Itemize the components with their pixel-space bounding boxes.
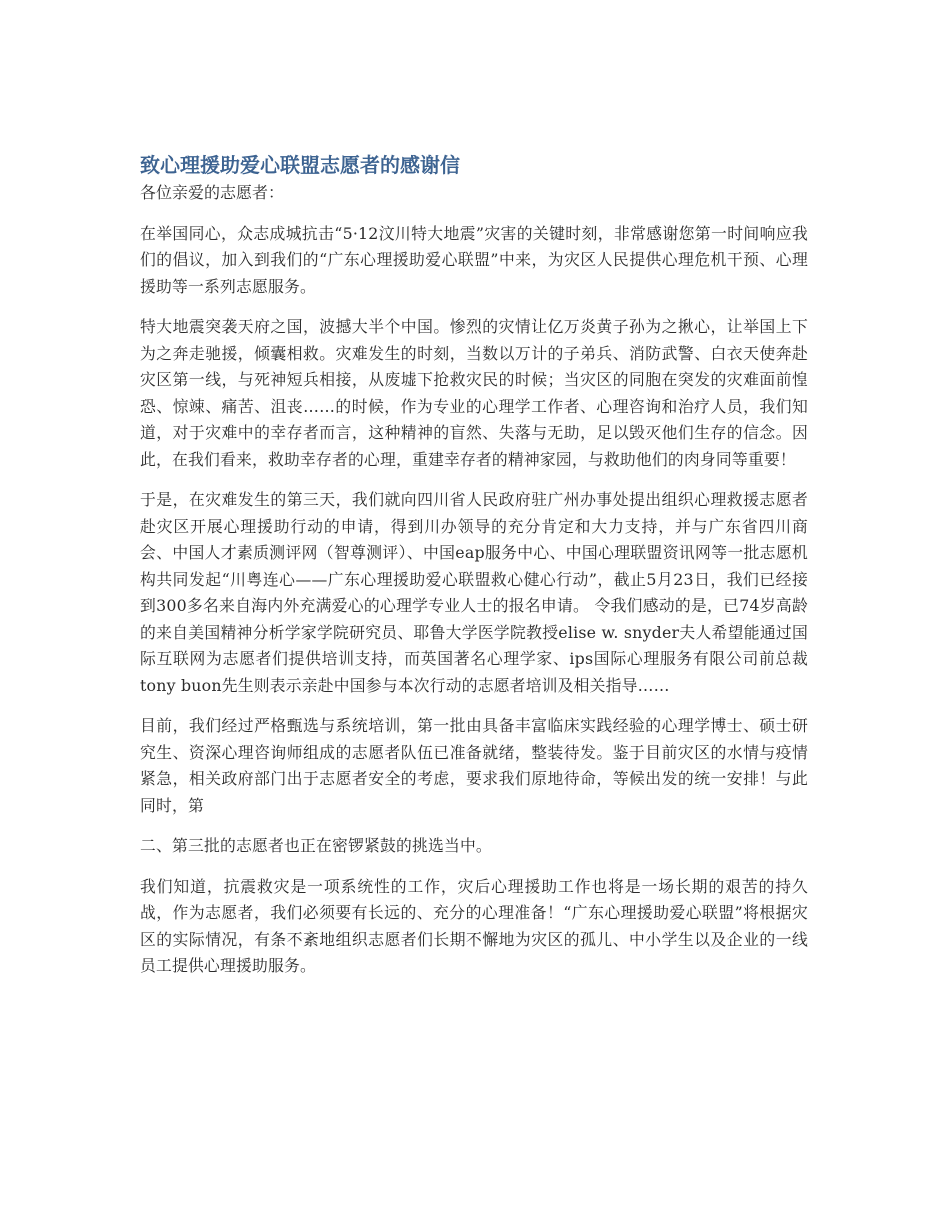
document-title: 致心理援助爱心联盟志愿者的感谢信 xyxy=(140,153,460,177)
paragraph-2: 特大地震突袭天府之国，波撼大半个中国。惨烈的灾情让亿万炎黄子孙为之揪心，让举国上下为之奔走驰援，倾囊相救。灾难发生的时刻，当数以万计的子弟兵、消防武警、白衣天使奔赴灾区第一线，与死神短兵相接，从废墟下抢救灾民的时候；当灾区的同胞在突发的灾难面前惶恐、惊竦、痛苦、沮丧……的时候，作为专业的心理学工作者、心理咨询和治疗人员，我们知道，对于灾难中的幸存者而言，这种精神的盲然、失落与无助，足以毁灭他们生存的信念。因此，在我们看来，救助幸存者的心理，重建幸存者的精神家园，与救助他们的肉身同等重要！ xyxy=(140,317,808,469)
greeting-line: 各位亲爱的志愿者： xyxy=(140,183,285,202)
letter-page xyxy=(140,150,808,994)
paragraph-6: 我们知道，抗震救灾是一项系统性的工作，灾后心理援助工作也将是一场长期的艰苦的持久战，作为志愿者，我们必须要有长远的、充分的心理准备！“广东心理援助爱心联盟”将根据灾区的实际情况，有条不紊地组织志愿者们长期不懈地为灾区的孤儿、中小学生以及企业的一线员工提供心理援助服务。 xyxy=(140,876,808,975)
paragraph-4: 目前，我们经过严格甄选与系统培训，第一批由具备丰富临床实践经验的心理学博士、硕士研究生、资深心理咨询师组成的志愿者队伍已准备就绪，整装待发。鉴于目前灾区的水情与疫情紧急，相关政府部门出于志愿者安全的考虑，要求我们原地待命，等候出发的统一安排！与此同时，第 xyxy=(140,716,808,815)
paragraph-3: 于是，在灾难发生的第三天，我们就向四川省人民政府驻广州办事处提出组织心理救援志愿者赴灾区开展心理援助行动的申请，得到川办领导的充分肯定和大力支持，并与广东省四川商会、中国人才素质测评网（智尊测评）、中国eap服务中心、中国心理联盟资讯网等一批志愿机构共同发起“川粤连心——广东心理援助爱心联盟救心健心行动”，截止5月23日，我们已经接到300多名来自海内外充满爱心的心理学专业人士的报名申请。 令我们感动的是，已74岁高龄的来自美国精神分析学家学院研究员、耶鲁大学医学院教授elise w. snyder夫人希望能通过国际互联网为志愿者们提供培训支持，而英国著名心理学家、ips国际心理服务有限公司前总裁tony buon先生则表示亲赴中国参与本次行动的志愿者培训及相关指导…… xyxy=(140,490,808,695)
paragraph-5: 二、第三批的志愿者也正在密锣紧鼓的挑选当中。 xyxy=(140,836,492,855)
paragraph-1: 在举国同心，众志成城抗击“5·12汶川特大地震”灾害的关键时刻，非常感谢您第一时间响应我们的倡议，加入到我们的“广东心理援助爱心联盟”中来，为灾区人民提供心理危机干预、心理援助等一系列志愿服务。 xyxy=(140,223,808,296)
